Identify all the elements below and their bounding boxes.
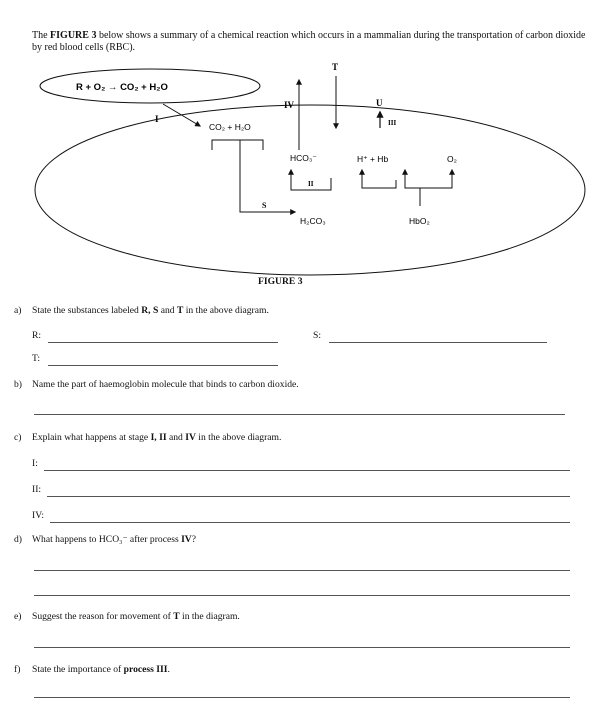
label-s: S xyxy=(262,201,267,210)
intro-paragraph: The FIGURE 3 below shows a summary of a chemical reaction which occurs in a mammalian during the transportation of carbon dioxide by red blood cells (RBC). xyxy=(32,30,586,53)
answer-line-c-i[interactable] xyxy=(44,470,570,471)
path-to-h2co3 xyxy=(240,140,295,212)
question-c: c) Explain what happens at stage I, II and IV in the above diagram. xyxy=(14,432,282,443)
figure-caption: FIGURE 3 xyxy=(258,276,303,287)
bracket-co2 xyxy=(212,140,263,150)
label-i: I xyxy=(155,114,159,124)
hco3-label: HCO₃⁻ xyxy=(290,153,317,163)
answer-line-c-iv[interactable] xyxy=(50,522,570,523)
label-u: U xyxy=(376,98,383,108)
question-d: d) What happens to HCO₃⁻ after process IV? xyxy=(14,534,197,545)
label-iv: IV xyxy=(284,100,295,110)
answer-line-d-2[interactable] xyxy=(34,595,570,596)
question-a: a) State the substances labeled R, S and T in the above diagram. xyxy=(14,305,269,316)
o2-label: O₂ xyxy=(447,154,457,164)
answer-label-t: T: xyxy=(32,353,41,364)
figure-reference: FIGURE 3 xyxy=(50,30,97,41)
h-hb-label: H⁺ + Hb xyxy=(357,154,389,164)
answer-line-c-ii[interactable] xyxy=(47,496,570,497)
answer-line-t[interactable] xyxy=(48,365,278,366)
small-ellipse-label: R + O₂ → CO₂ + H₂O xyxy=(76,82,168,93)
answer-line-f[interactable] xyxy=(34,697,570,698)
answer-label-r: R: xyxy=(32,330,42,341)
question-b: b) Name the part of haemoglobin molecule that binds to carbon dioxide. xyxy=(14,379,299,390)
label-iii: III xyxy=(388,119,397,127)
label-ii: II xyxy=(308,180,314,188)
h2co3-label: H₂CO₃ xyxy=(300,216,326,226)
answer-line-r[interactable] xyxy=(48,342,278,343)
answer-line-b[interactable] xyxy=(34,414,565,415)
answer-label-c-i: I: xyxy=(32,458,38,469)
answer-label-c-iv: IV: xyxy=(32,510,45,521)
answer-label-c-ii: II: xyxy=(32,484,42,495)
bracket-hbo2 xyxy=(405,178,420,206)
bracket-o2 xyxy=(420,178,452,188)
answer-line-d-1[interactable] xyxy=(34,570,570,571)
question-e: e) Suggest the reason for movement of T in the diagram. xyxy=(14,611,240,622)
arrow-i xyxy=(163,104,200,126)
question-f: f) State the importance of process III. xyxy=(14,664,170,675)
bracket-h xyxy=(362,180,396,188)
answer-label-s: S: xyxy=(313,330,322,341)
answer-line-s[interactable] xyxy=(329,342,547,343)
co2-h2o-label: CO₂ + H₂O xyxy=(209,122,251,132)
answer-line-e[interactable] xyxy=(34,647,570,648)
hbo2-label: HbO₂ xyxy=(409,216,430,226)
figure-3-diagram xyxy=(0,0,616,280)
label-t: T xyxy=(332,62,339,72)
